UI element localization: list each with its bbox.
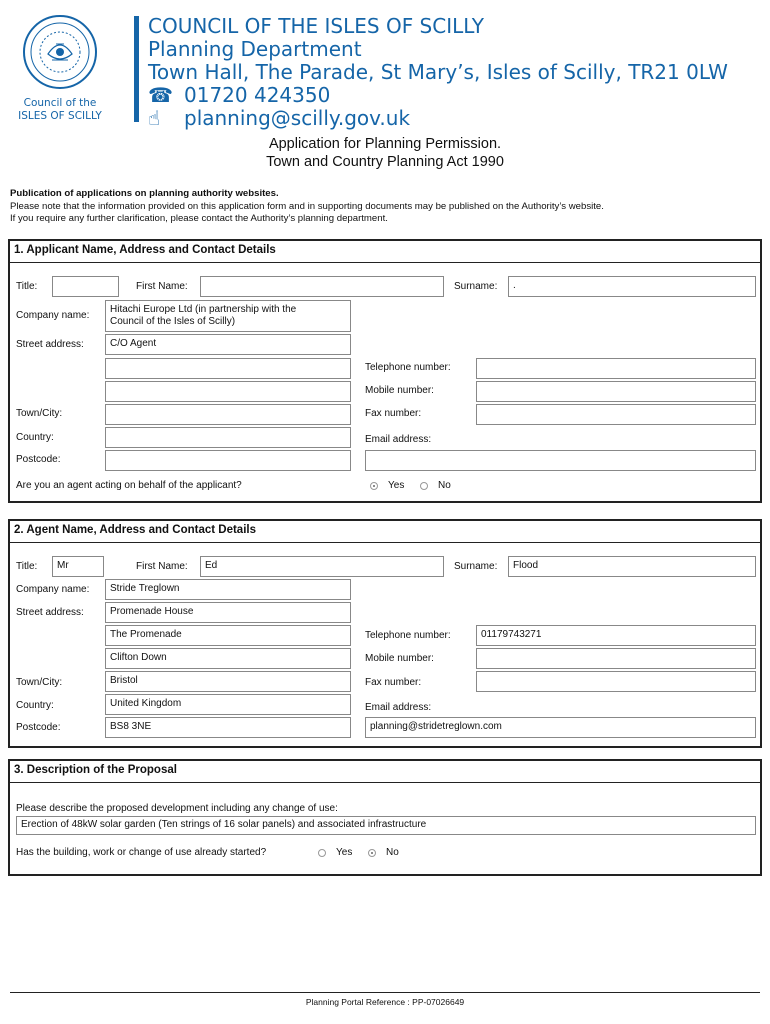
agent-fax-field[interactable]: [476, 671, 756, 692]
proposal-description-field[interactable]: Erection of 48kW solar garden (Ten strings of 16 solar panels) and associated infrastructure: [16, 816, 756, 835]
council-phone: 01720 424350: [184, 83, 331, 107]
agent-title-field[interactable]: Mr: [52, 556, 104, 577]
company-name-label: Company name:: [16, 584, 90, 595]
started-no-label: No: [386, 847, 399, 858]
applicant-street-field-3[interactable]: [105, 381, 351, 402]
agent-yes-radio[interactable]: [370, 482, 378, 490]
mouse-pointer-icon: ☝: [148, 106, 161, 130]
applicant-street-field-1[interactable]: C/O Agent: [105, 334, 351, 355]
planning-portal-reference: Planning Portal Reference : PP-07026649: [305, 997, 465, 1007]
applicant-surname-field[interactable]: .: [508, 276, 756, 297]
applicant-street-field-2[interactable]: [105, 358, 351, 379]
applicant-title-field[interactable]: [52, 276, 119, 297]
seal-caption-line1: Council of the: [23, 97, 97, 109]
agent-street-field-2[interactable]: The Promenade: [105, 625, 351, 646]
town-label: Town/City:: [16, 408, 63, 419]
title-label: Title:: [16, 281, 38, 292]
company-name-label: Company name:: [16, 310, 90, 321]
council-email[interactable]: planning@scilly.gov.uk: [184, 106, 411, 130]
section-title: 2. Agent Name, Address and Contact Details: [14, 524, 256, 536]
started-question: Has the building, work or change of use already started?: [16, 847, 267, 858]
applicant-country-field[interactable]: [105, 427, 351, 448]
agent-yes-label: Yes: [388, 480, 405, 491]
agent-street-field-3[interactable]: Clifton Down: [105, 648, 351, 669]
agent-mobile-field[interactable]: [476, 648, 756, 669]
phone-line: [148, 83, 330, 107]
surname-label: Surname:: [454, 561, 498, 572]
section-divider: [10, 782, 760, 783]
country-label: Country:: [16, 432, 54, 443]
first-name-label: First Name:: [136, 281, 188, 292]
email-label: Email address:: [365, 434, 432, 445]
applicant-mobile-field[interactable]: [476, 381, 756, 402]
agent-no-radio[interactable]: [420, 482, 428, 490]
agent-company-field[interactable]: Stride Treglown: [105, 579, 351, 600]
telephone-label: Telephone number:: [365, 362, 451, 373]
agent-town-field[interactable]: Bristol: [105, 671, 351, 692]
section-title: 3. Description of the Proposal: [14, 764, 177, 776]
describe-label: Please describe the proposed development including any change of use:: [16, 803, 338, 814]
council-seal-logo: [22, 14, 98, 90]
section-title: 1. Applicant Name, Address and Contact Details: [14, 244, 276, 256]
applicant-section: [8, 239, 762, 503]
phone-icon: ☎: [148, 83, 173, 107]
street-address-label: Street address:: [16, 607, 84, 618]
agent-no-label: No: [438, 480, 451, 491]
proposal-section: [8, 759, 762, 876]
postcode-label: Postcode:: [16, 722, 61, 733]
applicant-town-field[interactable]: [105, 404, 351, 425]
notice-line2: If you require any further clarification, please contact the Authority’s planning department.: [10, 213, 388, 224]
footer-divider: [10, 992, 760, 993]
agent-first-name-field[interactable]: Ed: [200, 556, 444, 577]
telephone-label: Telephone number:: [365, 630, 451, 641]
agent-question: Are you an agent acting on behalf of the applicant?: [16, 480, 242, 491]
section-divider: [10, 542, 760, 543]
applicant-fax-field[interactable]: [476, 404, 756, 425]
form-title: Application for Planning Permission.: [268, 136, 502, 152]
country-label: Country:: [16, 700, 54, 711]
postcode-label: Postcode:: [16, 454, 61, 465]
started-no-radio[interactable]: [368, 849, 376, 857]
section-divider: [10, 262, 760, 263]
applicant-postcode-field[interactable]: [105, 450, 351, 471]
agent-surname-field[interactable]: Flood: [508, 556, 756, 577]
applicant-first-name-field[interactable]: [200, 276, 444, 297]
agent-country-field[interactable]: United Kingdom: [105, 694, 351, 715]
header-accent-bar: [134, 16, 139, 122]
department-name: Planning Department: [148, 37, 362, 61]
seal-caption-line2: ISLES OF SCILLY: [18, 110, 102, 122]
notice-line1: Please note that the information provided on this application form and in supporting documents may be published on the Authority’s website.: [10, 201, 604, 212]
agent-section: [8, 519, 762, 748]
agent-telephone-field[interactable]: 01179743271: [476, 625, 756, 646]
applicant-telephone-field[interactable]: [476, 358, 756, 379]
fax-label: Fax number:: [365, 677, 422, 688]
town-label: Town/City:: [16, 677, 63, 688]
agent-street-field-1[interactable]: Promenade House: [105, 602, 351, 623]
started-yes-radio[interactable]: [318, 849, 326, 857]
mobile-label: Mobile number:: [365, 385, 434, 396]
title-label: Title:: [16, 561, 38, 572]
form-subtitle: Town and Country Planning Act 1990: [266, 154, 504, 170]
notice-heading: Publication of applications on planning authority websites.: [10, 188, 279, 199]
surname-label: Surname:: [454, 281, 498, 292]
email-line: [148, 106, 410, 130]
applicant-email-field[interactable]: [365, 450, 756, 471]
mobile-label: Mobile number:: [365, 653, 434, 664]
agent-email-field[interactable]: planning@stridetreglown.com: [365, 717, 756, 738]
fax-label: Fax number:: [365, 408, 422, 419]
council-name: COUNCIL OF THE ISLES OF SCILLY: [148, 14, 484, 38]
applicant-company-field[interactable]: Hitachi Europe Ltd (in partnership with the Council of the Isles of Scilly): [105, 300, 351, 332]
started-yes-label: Yes: [336, 847, 353, 858]
email-label: Email address:: [365, 702, 432, 713]
first-name-label: First Name:: [136, 561, 188, 572]
agent-postcode-field[interactable]: BS8 3NE: [105, 717, 351, 738]
council-address: Town Hall, The Parade, St Mary’s, Isles of Scilly, TR21 0LW: [148, 60, 728, 84]
street-address-label: Street address:: [16, 339, 84, 350]
